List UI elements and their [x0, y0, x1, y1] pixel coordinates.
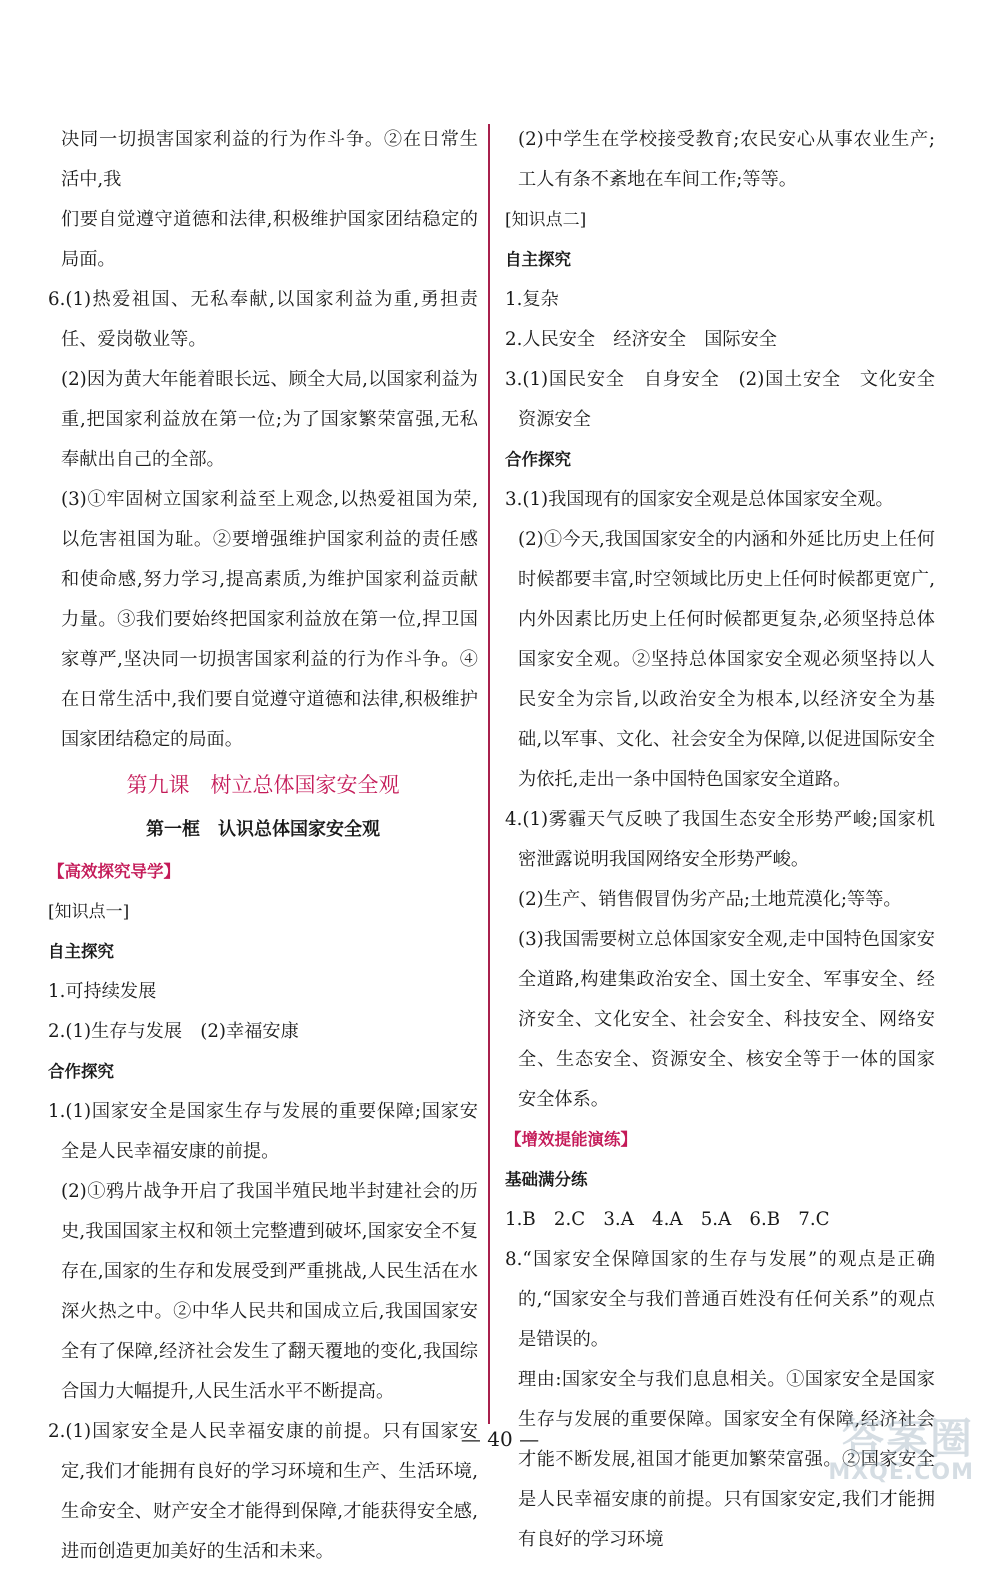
- numbered-item: 1.可持续发展: [48, 981, 157, 1002]
- numbered-item: 1.复杂: [505, 289, 559, 310]
- section-title: 第一框 认识总体国家安全观: [146, 819, 380, 840]
- subsection-heading: 自主探究: [48, 942, 114, 961]
- watermark-url: MXQE.COM: [828, 1460, 974, 1485]
- numbered-item: 8.“国家安全保障国家的生存与发展”的观点是正确的,“国家安全与我们普通百姓没有任何关系”的观点是错误的。: [505, 1249, 935, 1350]
- subsection-heading: 基础满分练: [505, 1170, 588, 1189]
- numbered-item: 1.(1)国家安全是国家生存与发展的重要保障;国家安全是人民幸福安康的前提。: [48, 1101, 478, 1162]
- paragraph: (2)①今天,我国国家安全的内涵和外延比历史上任何时候都要丰富,时空领域比历史上任何时候都更宽广,内外因素比历史上任何时候都更复杂,必须坚持总体国家安全观。②坚持总体国家安全观必须坚持以人民安全为宗旨,以政治安全为根本,以经济安全为基础,以军事、文化、社会安全为保障,以促进国际安全为依托,走出一条中国特色国家安全道路。: [518, 529, 935, 790]
- numbered-item: 3.(1)我国现有的国家安全观是总体国家安全观。: [505, 489, 894, 510]
- paragraph: (3)①牢固树立国家利益至上观念,以热爱祖国为荣,以危害祖国为耻。②要增强维护国家利益的责任感和使命感,努力学习,提高素质,为维护国家利益贡献力量。③我们要始终把国家利益放在第一位,捍卫国家尊严,坚决同一切损害国家利益的行为作斗争。④在日常生活中,我们要自觉遵守道德和法律,积极维护国家团结稳定的局面。: [61, 489, 478, 750]
- paragraph: (2)因为黄大年能着眼长远、顾全大局,以国家利益为重,把国家利益放在第一位;为了国家繁荣富强,无私奉献出自己的全部。: [61, 369, 478, 470]
- paragraph: (2)①鸦片战争开启了我国半殖民地半封建社会的历史,我国国家主权和领土完整遭到破坏,国家安全不复存在,国家的生存和发展受到严重挑战,人民生活在水深火热之中。②中华人民共和国成立后,我国国家安全有了保障,经济社会发生了翻天覆地的变化,我国综合国力大幅提升,人民生活水平不断提高。: [61, 1181, 478, 1402]
- section-tag: [505, 1120, 935, 1160]
- subsection-heading: 合作探究: [505, 450, 571, 469]
- right-column: [505, 120, 954, 1560]
- paragraph: 理由:国家安全与我们息息相关。①国家安全是国家生存与发展的重要保障。国家安全有保障,经济社会才能不断发展,祖国才能更加繁荣富强。②国家安全是人民幸福安康的前提。只有国家安定,我们才能拥有良好的学习环境: [518, 1369, 935, 1550]
- knowledge-point-label: [知识点二]: [505, 210, 587, 230]
- section-tag-text: 【高效探究导学】: [48, 862, 180, 881]
- numbered-item: 2.人民安全 经济安全 国际安全: [505, 329, 777, 350]
- numbered-item: 2.(1)国家安全是人民幸福安康的前提。只有国家安定,我们才能拥有良好的学习环境和生产、生活环境,生命安全、财产安全才能得到保障,才能获得安全感,进而创造更加美好的生活和未来。: [48, 1421, 478, 1562]
- numbered-item: 1.B 2.C 3.A 4.A 5.A 6.B 7.C: [505, 1209, 830, 1230]
- subsection-heading: 合作探究: [48, 1062, 114, 1081]
- watermark-logo: [799, 1398, 974, 1498]
- paragraph: (2)中学生在学校接受教育;农民安心从事农业生产;工人有条不紊地在车间工作;等等。: [518, 129, 935, 190]
- numbered-item: 3.(1)国民安全 自身安全 (2)国土安全 文化安全 资源安全: [505, 369, 954, 430]
- knowledge-point-label: [知识点一]: [48, 902, 130, 922]
- paragraph: 们要自觉遵守道德和法律,积极维护国家团结稳定的局面。: [61, 209, 478, 270]
- section-tag: [48, 852, 478, 892]
- paragraph: (3)我国需要树立总体国家安全观,走中国特色国家安全道路,构建集政治安全、国土安全、军事安全、经济安全、文化安全、社会安全、科技安全、网络安全、生态安全、资源安全、核安全等于一体的国家安全体系。: [518, 929, 935, 1110]
- page-number: — 40 —: [460, 1427, 540, 1451]
- paragraph: (2)生产、销售假冒伪劣产品;土地荒漠化;等等。: [518, 889, 902, 910]
- left-column: [48, 120, 478, 1572]
- lesson-title: 第九课 树立总体国家安全观: [126, 773, 400, 797]
- numbered-item: 2.(1)生存与发展 (2)幸福安康: [48, 1021, 299, 1042]
- section-tag-text: 【增效提能演练】: [505, 1130, 637, 1149]
- numbered-item: 6.(1)热爱祖国、无私奉献,以国家利益为重,勇担责任、爱岗敬业等。: [48, 289, 478, 350]
- paragraph: 决同一切损害国家利益的行为作斗争。②在日常生活中,我: [61, 129, 478, 190]
- subsection-heading: 自主探究: [505, 250, 571, 269]
- watermark-text: 答案圈: [841, 1414, 974, 1463]
- column-divider: [488, 124, 490, 1424]
- numbered-item: 4.(1)雾霾天气反映了我国生态安全形势严峻;国家机密泄露说明我国网络安全形势严峻。: [505, 809, 935, 870]
